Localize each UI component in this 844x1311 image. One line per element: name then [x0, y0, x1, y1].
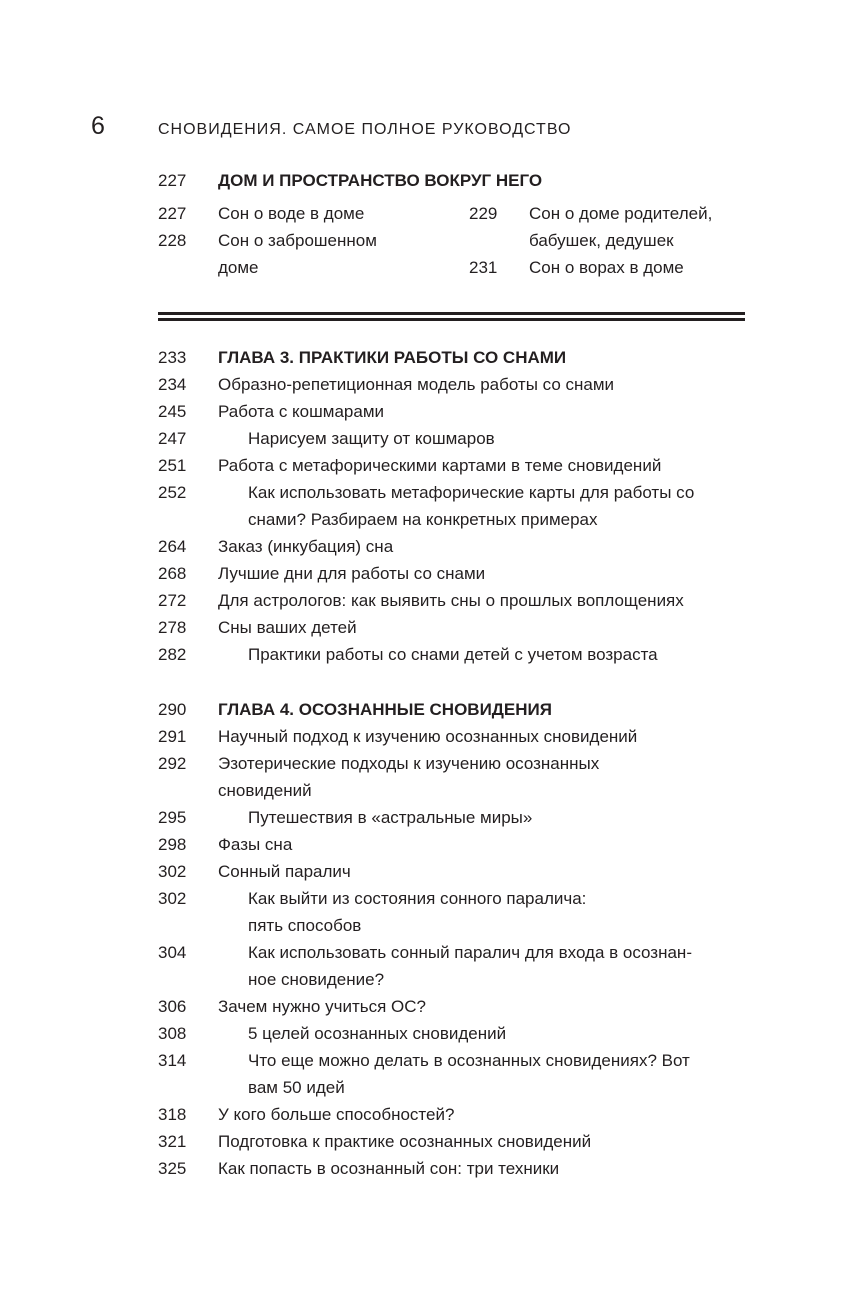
page-ref: 292	[158, 754, 187, 773]
page-ref: 308	[158, 1024, 187, 1043]
entry-text: Подготовка к практике осознанных сновидений	[218, 1132, 592, 1151]
entry-text: Путешествия в «астральные миры»	[248, 808, 533, 827]
page-ref: 298	[158, 835, 187, 854]
entry-text: Нарисуем защиту от кошмаров	[248, 429, 495, 448]
page-ref: 234	[158, 375, 187, 394]
page-ref: 268	[158, 564, 187, 583]
entry-text: сновидений	[218, 781, 312, 800]
entry-text: Сны ваших детей	[218, 618, 357, 637]
section-title: ДОМ И ПРОСТРАНСТВО ВОКРУГ НЕГО	[218, 171, 543, 190]
entry-text: Научный подход к изучению осознанных сновидений	[218, 727, 638, 746]
page-ref: 251	[158, 456, 187, 475]
page-number: 6	[91, 112, 105, 140]
page-ref: 228	[158, 231, 187, 250]
entry-text: Образно-репетиционная модель работы со снами	[218, 375, 615, 394]
entry-text: Зачем нужно учиться ОС?	[218, 997, 426, 1016]
entry-text: Работа с метафорическими картами в теме сновидений	[218, 456, 662, 475]
entry-text: Как выйти из состояния сонного паралича:	[248, 889, 587, 908]
entry-text: Сонный паралич	[218, 862, 351, 881]
section-title: ГЛАВА 4. ОСОЗНАННЫЕ СНОВИДЕНИЯ	[218, 700, 552, 719]
running-title: СНОВИДЕНИЯ. САМОЕ ПОЛНОЕ РУКОВОДСТВО	[158, 121, 572, 138]
page-ref: 231	[469, 258, 498, 277]
page-ref: 325	[158, 1159, 187, 1178]
entry-text: бабушек, дедушек	[529, 231, 674, 250]
entry-text: Как использовать сонный паралич для входа в осознан-	[248, 943, 692, 962]
page-ref: 314	[158, 1051, 187, 1070]
page-ref: 302	[158, 889, 187, 908]
page-ref: 278	[158, 618, 187, 637]
entry-text: ное сновидение?	[248, 970, 385, 989]
entry-text: Практики работы со снами детей с учетом возраста	[248, 645, 658, 664]
entry-text: Лучшие дни для работы со снами	[218, 564, 486, 583]
entry-text: вам 50 идей	[248, 1078, 345, 1097]
page-ref: 321	[158, 1132, 187, 1151]
entry-text: Сон о доме родителей,	[529, 204, 713, 223]
entry-text: Работа с кошмарами	[218, 402, 384, 421]
page-ref: 252	[158, 483, 187, 502]
page-ref: 295	[158, 808, 187, 827]
entry-text: Что еще можно делать в осознанных сновидениях? Вот	[248, 1051, 690, 1070]
entry-text: Сон о заброшенном	[218, 231, 377, 250]
entry-text: Как использовать метафорические карты для работы со	[248, 483, 695, 502]
double-rule-bottom	[158, 318, 745, 321]
entry-text: пять способов	[248, 916, 362, 935]
page-ref: 227	[158, 171, 187, 190]
entry-text: Для астрологов: как выявить сны о прошлых воплощениях	[218, 591, 684, 610]
page-ref: 272	[158, 591, 187, 610]
entry-text: У кого больше способностей?	[218, 1105, 455, 1124]
section-title: ГЛАВА 3. ПРАКТИКИ РАБОТЫ СО СНАМИ	[218, 348, 567, 367]
double-rule-top	[158, 312, 745, 315]
page-ref: 247	[158, 429, 187, 448]
page-ref: 291	[158, 727, 187, 746]
page-ref: 302	[158, 862, 187, 881]
page-ref: 264	[158, 537, 187, 556]
page-ref: 282	[158, 645, 187, 664]
page-ref: 227	[158, 204, 187, 223]
entry-text: доме	[218, 258, 259, 277]
entry-text: снами? Разбираем на конкретных примерах	[248, 510, 598, 529]
page-ref: 233	[158, 348, 187, 367]
entry-text: Эзотерические подходы к изучению осознанных	[218, 754, 600, 773]
page-ref: 306	[158, 997, 187, 1016]
page-ref: 318	[158, 1105, 187, 1124]
entry-text: Сон о воде в доме	[218, 204, 365, 223]
entry-text: Фазы сна	[218, 835, 293, 854]
page-ref: 229	[469, 204, 498, 223]
entry-text: Сон о ворах в доме	[529, 258, 684, 277]
entry-text: 5 целей осознанных сновидений	[248, 1024, 507, 1043]
page-ref: 245	[158, 402, 187, 421]
entry-text: Как попасть в осознанный сон: три техники	[218, 1159, 560, 1178]
entry-text: Заказ (инкубация) сна	[218, 537, 394, 556]
page-ref: 304	[158, 943, 187, 962]
page-ref: 290	[158, 700, 187, 719]
